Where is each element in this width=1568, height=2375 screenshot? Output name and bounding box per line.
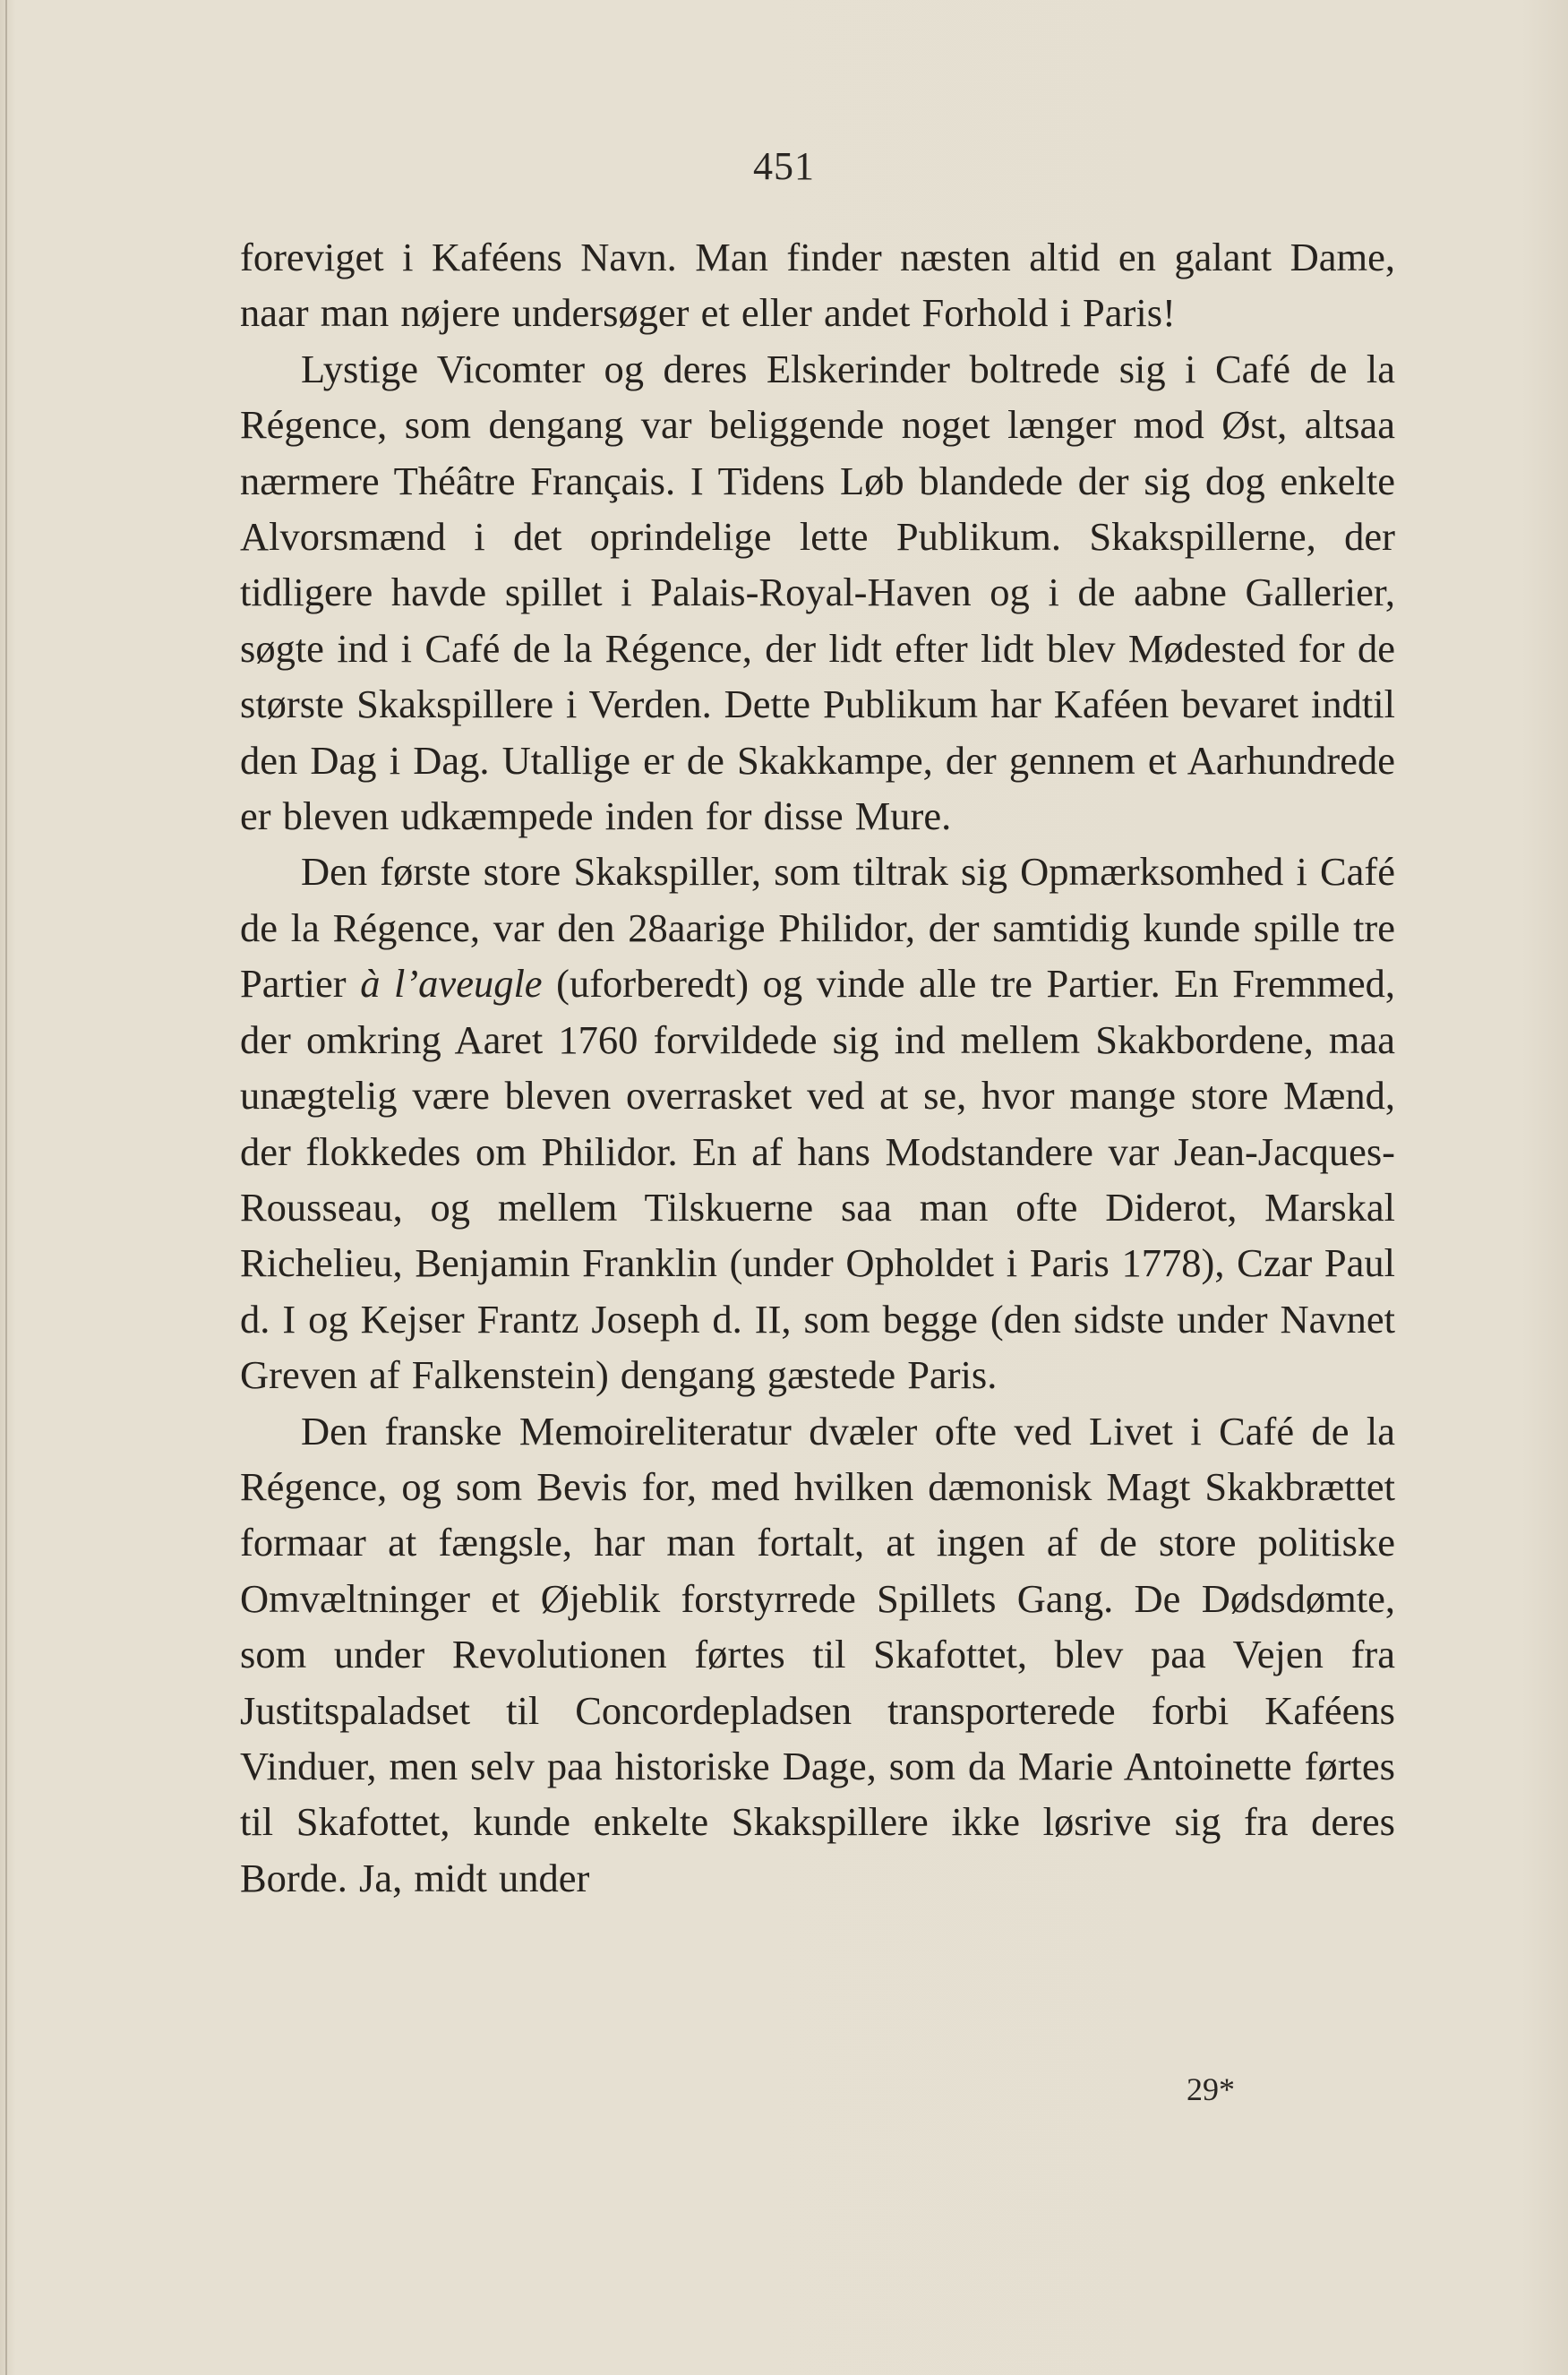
paragraph-3-text-a: Den første store Skakspiller, som tiltrak sig Opmærksomhed i Café de la Régence, var den 28aarige Philidor, der samtidig kunde spille tre Partier xyxy=(240,849,1395,1007)
paragraph-4: Den franske Memoireliteratur dvæler ofte ved Livet i Café de la Régence, og som Bevis for, med hvilken dæmonisk Magt Skakbrættet formaar at fængsle, har man fortalt, at ingen af de store politiske Omvæltninger et Øjeblik forstyrrede Spillets Gang. De Dødsdømte, som under Revolutionen førtes til Skafottet, blev paa Vejen fra Justitspaladset til Concordepladsen transporterede forbi Kaféens Vinduer, men selv paa historiske Dage, som da Marie Antoinette førtes til Skafottet, kunde enkelte Skakspillere ikke løsrive sig fra deres Borde. Ja, midt under xyxy=(240,1408,1395,1900)
signature-mark: 29* xyxy=(1187,2071,1235,2107)
paragraph-1: foreviget i Kaféens Navn. Man finder næsten altid en galant Dame, naar man nøjere undersøger et eller andet Forhold i Paris! xyxy=(240,235,1395,336)
page-edge xyxy=(5,0,7,2375)
paragraph-2: Lystige Vicomter og deres Elskerinder boltrede sig i Café de la Régence, som dengang var beliggende noget længer mod Øst, altsaa nærmere Théâtre Français. I Tidens Løb blandede der sig dog enkelte Alvorsmænd i det oprindelige lette Publikum. Skakspillerne, der tidligere havde spillet i Palais-Royal-Haven og i de aabne Gallerier, søgte ind i Café de la Régence, der lidt efter lidt blev Mødested for de største Skakspillere i Verden. Dette Publikum har Kaféen bevaret indtil den Dag i Dag. Utallige er de Skakkampe, der gennem et Aarhundrede er bleven udkæmpede inden for disse Mure. xyxy=(240,346,1395,839)
page-number: 451 xyxy=(753,144,815,188)
body-text xyxy=(240,229,1395,1906)
paragraph-3-text-b: (uforberedt) og vinde alle tre Partier. En Fremmed, der omkring Aaret 1760 forvildede sig ind mellem Skakbordene, maa unægtelig være bleven overrasket ved at se, hvor mange store Mænd, der flokkedes om Philidor. En af hans Modstandere var Jean-Jacques-Rousseau, og mellem Tilskuerne saa man ofte Diderot, Marskal Richelieu, Benjamin Franklin (under Opholdet i Paris 1778), Czar Paul d. I og Kejser Frantz Joseph d. II, som begge (den sidste under Navnet Greven af Falkenstein) dengang gæstede Paris. xyxy=(240,961,1395,1398)
paragraph-3-italic: à l’aveugle xyxy=(360,961,543,1007)
paragraph-3 xyxy=(240,844,1395,1402)
